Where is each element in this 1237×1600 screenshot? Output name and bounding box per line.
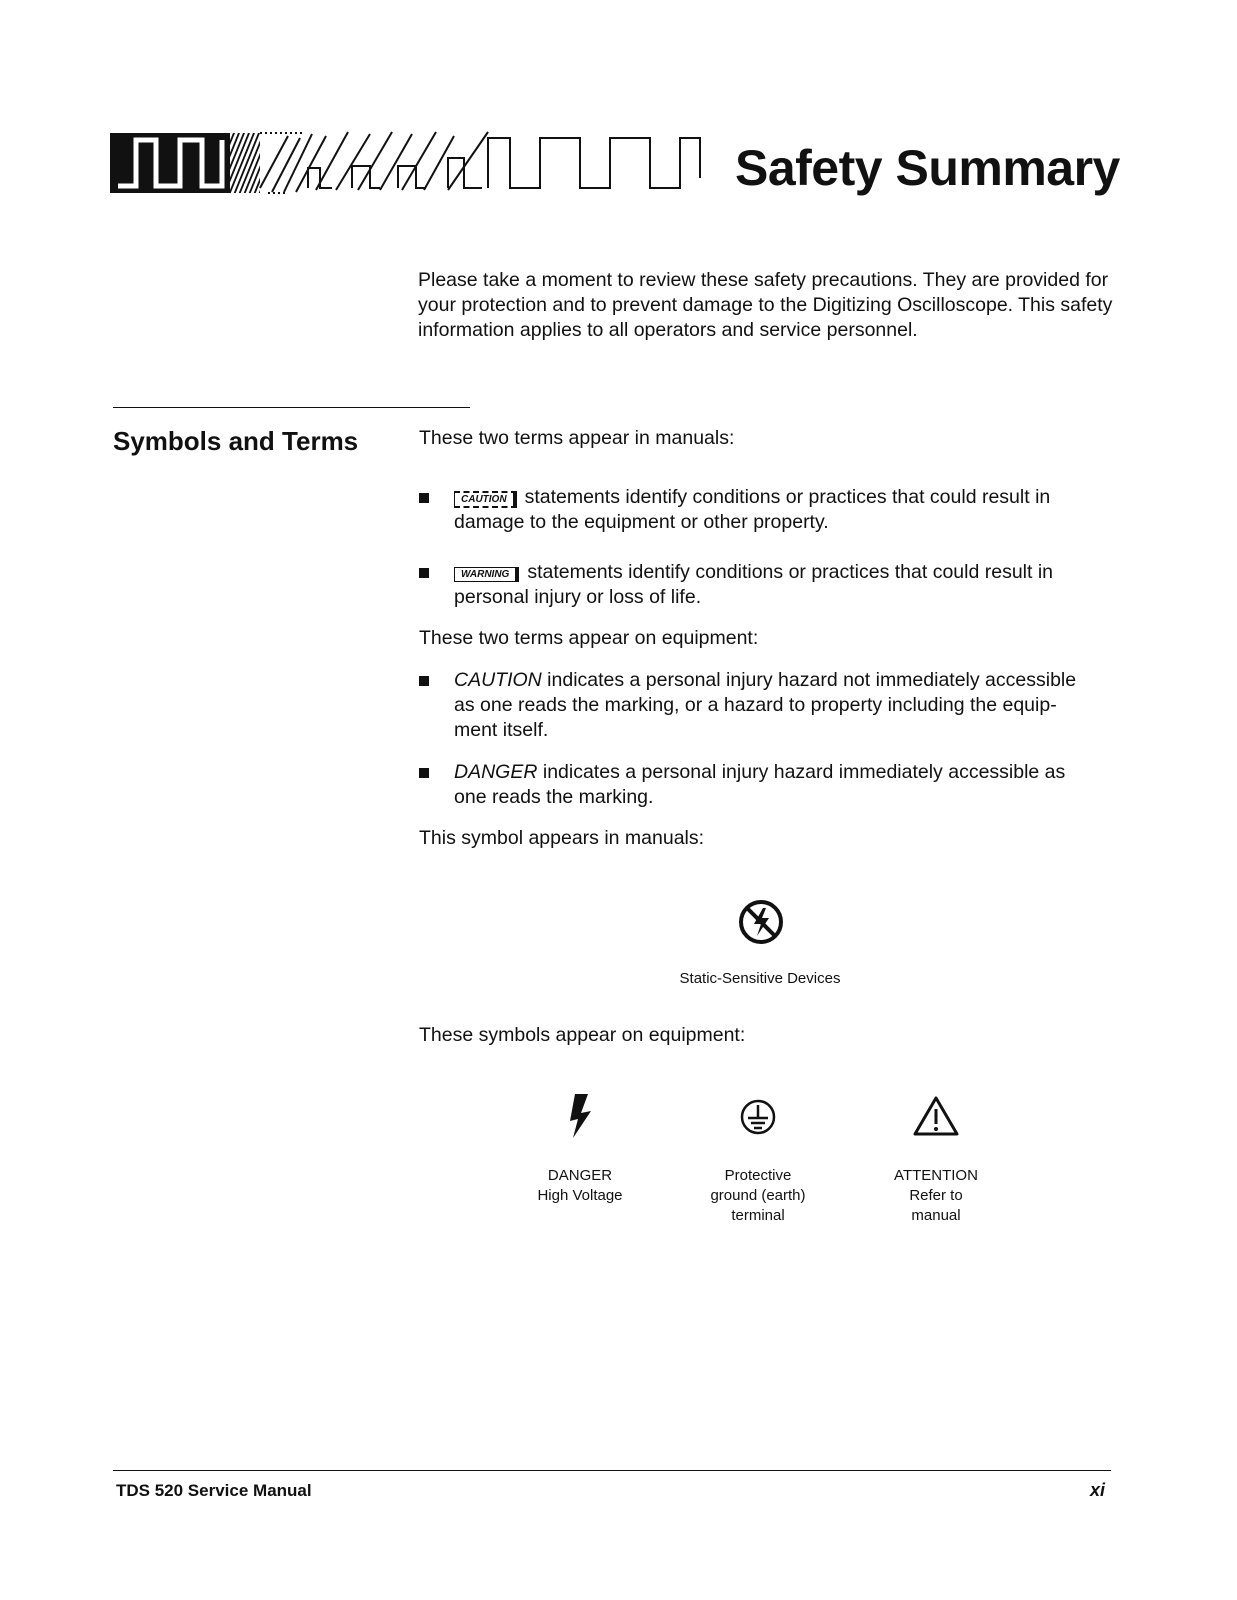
section-divider	[113, 407, 470, 408]
caution-definition: indicates a personal injury hazard not immediately accessible as one reads the marking, or a hazard to property including the equip-ment itself.	[454, 669, 1077, 741]
footer-manual-title: TDS 520 Service Manual	[116, 1481, 312, 1500]
bullet-icon	[419, 493, 429, 503]
static-sensitive-label: Static-Sensitive Devices	[679, 970, 841, 987]
section-heading: Symbols and Terms	[113, 426, 359, 456]
caution-statement: statements identify conditions or practices that could result in damage to the equipment or other property.	[454, 486, 1051, 533]
footer-page-number: xi	[1090, 1480, 1106, 1500]
danger-definition: indicates a personal injury hazard immediately accessible as one reads the marking.	[454, 761, 1066, 808]
caution-badge: CAUTION	[454, 491, 517, 508]
footer-divider	[113, 1470, 1111, 1471]
attention-triangle-icon	[912, 1095, 960, 1137]
intro-paragraph: Please take a moment to review these safety precautions. They are provided for your protection and to prevent damage to the Digitizing Oscilloscope. This safety information applies to all operators and service personnel.	[418, 269, 1113, 341]
bullet-icon	[419, 676, 429, 686]
protective-ground-icon	[739, 1098, 777, 1136]
manual-terms-intro: These two terms appear in manuals:	[419, 427, 735, 449]
high-voltage-icon	[564, 1092, 596, 1140]
bullet-icon	[419, 568, 429, 578]
danger-term: DANGER	[454, 761, 538, 783]
bullet-icon	[419, 768, 429, 778]
waveform-banner	[110, 128, 725, 198]
protective-ground-label: Protective ground (earth) terminal	[710, 1167, 806, 1224]
high-voltage-label: DANGER High Voltage	[537, 1167, 623, 1204]
warning-statement: statements identify conditions or practices that could result in personal injury or loss of life.	[454, 561, 1054, 608]
page-title: Safety Summary	[735, 140, 1120, 196]
static-sensitive-icon	[738, 899, 784, 945]
manual-symbol-intro: This symbol appears in manuals:	[419, 827, 705, 849]
warning-badge: WARNING	[454, 567, 519, 582]
caution-term: CAUTION	[454, 669, 542, 691]
attention-label: ATTENTION Refer to manual	[894, 1167, 978, 1224]
equipment-symbols-intro: These symbols appear on equipment:	[419, 1024, 746, 1046]
equipment-terms-intro: These two terms appear on equipment:	[419, 627, 759, 649]
